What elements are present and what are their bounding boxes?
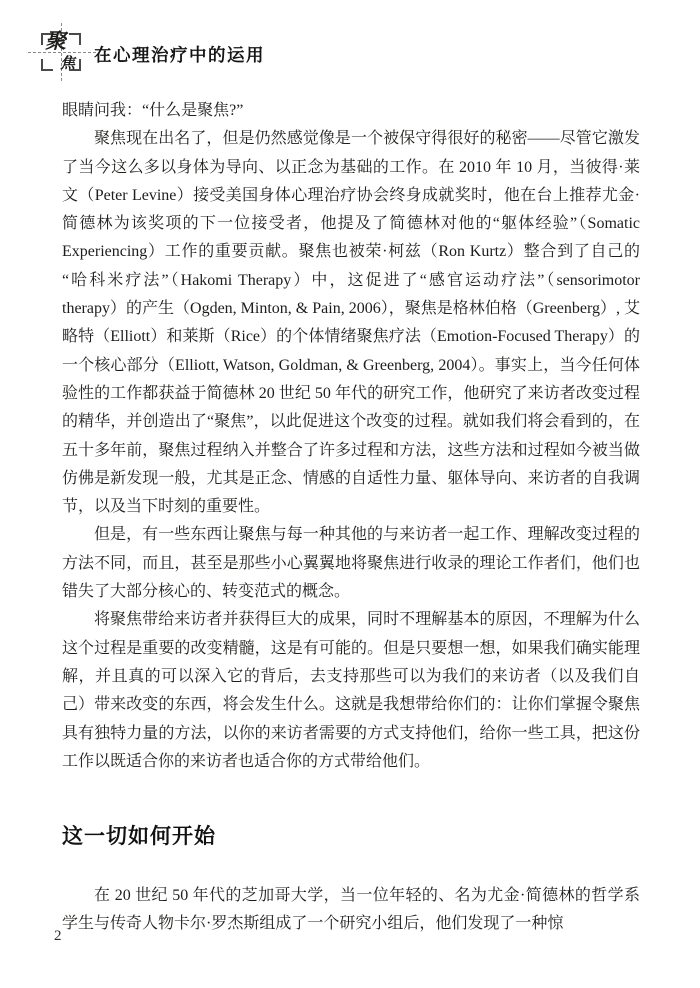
body-text: [62, 97, 640, 939]
logo-char-top: 聚: [45, 29, 66, 53]
logo-frame-corner-bottom-left: [41, 59, 53, 71]
paragraph-2: 但是，有一些东西让聚焦与每一种其他的与来访者一起工作、理解改变过程的方法不同，而且，甚至是那些小心翼翼地将聚焦进行收录的理论工作者们，他们也错失了大部分核心的、转变范式的概念。: [62, 526, 640, 601]
paragraph-1: 聚焦现在出名了，但是仍然感觉像是一个被保守得很好的秘密——尽管它激发了当今这么多以身体为导向、以正念为基础的工作。在 2010 年 10 月，当彼得·莱文（Peter Levine）接受美国身体心理治疗协会终身成就奖时，他在台上推荐尤金·简德林为该奖项的下一位接受者，他提及了简德林对他的“躯体经验”（Somatic Experiencing）工作的重要贡献。聚焦也被荣·柯兹（Ron Kurtz）整合到了自己的“哈科米疗法”（Hakomi Therapy）中，这促进了“感官运动疗法”（sensorimotor therapy）的产生（Ogden, Minton, & Pain, 2006），聚焦是格林伯格（Greenberg）, 艾略特（Elliott）和莱斯（Rice）的个体情绪聚焦疗法（Emotion-Focused Therapy）的一个核心部分（Elliott, Watson, Goldman, & Greenberg, 2004）。事实上，当今任何体验性的工作都获益于简德林 20 世纪 50 年代的研究工作，他研究了来访者改变过程的精华，并创造出了“聚焦”，以此促进这个改变的过程。就如我们将会看到的，在五十多年前，聚焦过程纳入并整合了许多过程和方法，这些方法和过程如今被当做仿佛是新发现一般，尤其是正念、情感的自适性力量、躯体导向、来访者的自我调节，以及当下时刻的重要性。: [62, 130, 640, 516]
section-heading: 这一切如何开始: [62, 825, 216, 849]
focusing-logo-icon: [36, 28, 86, 76]
paragraph-3: 将聚焦带给来访者并获得巨大的成果，同时不理解基本的原因，不理解为什么这个过程是重要的改变精髓，这是有可能的。但是只要想一想，如果我们确实能理解，并且真的可以深入它的背后，去支持那些可以为我们的来访者（以及我们自己）带来改变的东西，将会发生什么。这就是我想带给你们的：让你们掌握令聚焦具有独特力量的方法，以你的来访者需要的方式支持他们，给你一些工具，把这份工作以既适合你的来访者也适合你的方式带给他们。: [62, 611, 640, 770]
logo-frame-corner-top-right: [69, 33, 81, 45]
page-header: [36, 28, 265, 76]
opening-line: 眼睛问我：“什么是聚焦?”: [62, 102, 244, 119]
section-paragraph: 在 20 世纪 50 年代的芝加哥大学，当一位年轻的、名为尤金·简德林的哲学系学生与传奇人物卡尔·罗杰斯组成了一个研究小组后，他们发现了一种惊: [62, 887, 640, 933]
logo-char-bottom: 焦: [60, 56, 76, 72]
series-title: 在心理治疗中的运用: [94, 44, 265, 65]
page-number: 2: [54, 928, 62, 944]
